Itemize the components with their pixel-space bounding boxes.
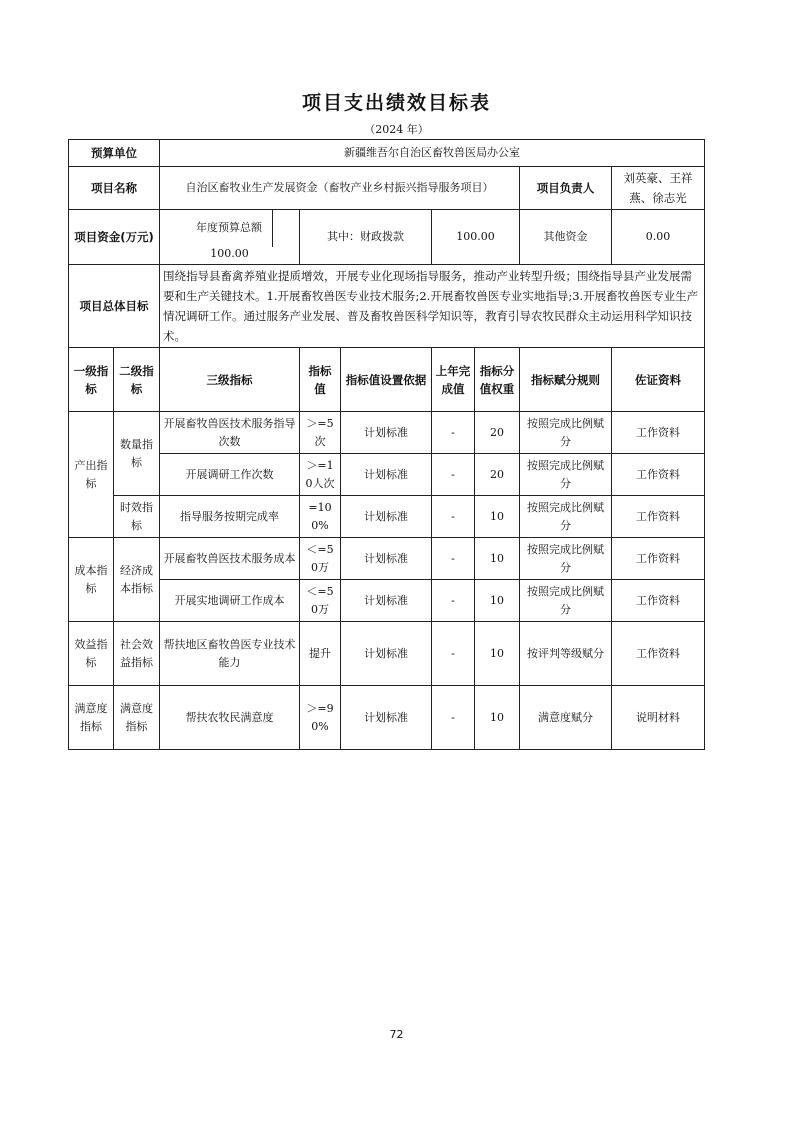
header-l3: 三级指标 (160, 348, 300, 412)
row-last: - (432, 580, 475, 622)
group-satisfaction-sub: 满意度指标 (114, 686, 160, 750)
funds-label: 项目资金(万元) (69, 210, 160, 265)
row-weight: 10 (475, 496, 520, 538)
goal-label: 项目总体目标 (69, 265, 160, 348)
row-evidence: 工作资料 (612, 622, 705, 686)
group-social-benefit: 社会效益指标 (114, 622, 160, 686)
header-weight: 指标分值权重 (475, 348, 520, 412)
header-rule: 指标赋分规则 (520, 348, 612, 412)
row-l3: 开展调研工作次数 (160, 454, 300, 496)
performance-table (68, 139, 705, 750)
row-basis: 计划标准 (341, 580, 432, 622)
annual-budget-label (160, 210, 300, 265)
row-l3: 指导服务按期完成率 (160, 496, 300, 538)
goal-text: 围绕指导县畜禽养殖业提质增效，开展专业化现场指导服务，推动产业转型升级；围绕指导县产业发展需要和生产关键技术。1.开展畜牧兽医专业技术服务;2.开展畜牧兽医专业实地指导;3.开展畜牧兽医专业生产情况调研工作。通过服务产业发展、普及畜牧兽医科学知识等，教育引导农牧民群众主动运用科学知识技术。 (160, 265, 705, 348)
project-leader-value: 刘英豪、王祥燕、徐志光 (612, 167, 705, 210)
row-evidence: 工作资料 (612, 580, 705, 622)
row-evidence: 工作资料 (612, 412, 705, 454)
row-basis: 计划标准 (341, 454, 432, 496)
row-weight: 10 (475, 580, 520, 622)
row-value: ＞=5次 (300, 412, 341, 454)
project-name-label: 项目名称 (69, 167, 160, 210)
table-row (69, 538, 705, 580)
table-row (69, 454, 705, 496)
row-value: ＜=50万 (300, 580, 341, 622)
group-timeliness: 时效指标 (114, 496, 160, 538)
group-benefit: 效益指标 (69, 622, 114, 686)
row-rule: 满意度赋分 (520, 686, 612, 750)
row-weight: 10 (475, 622, 520, 686)
row-last: - (432, 454, 475, 496)
finance-label: 其中：财政拨款 (300, 210, 432, 265)
project-leader-label: 项目负责人 (520, 167, 612, 210)
group-quantity: 数量指标 (114, 412, 160, 496)
row-evidence: 说明材料 (612, 686, 705, 750)
row-last: - (432, 496, 475, 538)
row-l3: 帮扶地区畜牧兽医专业技术能力 (160, 622, 300, 686)
row-last: - (432, 686, 475, 750)
page-number: 72 (389, 1028, 404, 1041)
group-satisfaction: 满意度指标 (69, 686, 114, 750)
row-value: ＞=10人次 (300, 454, 341, 496)
header-last: 上年完成值 (432, 348, 475, 412)
row-weight: 10 (475, 686, 520, 750)
row-weight: 10 (475, 538, 520, 580)
row-l3: 开展畜牧兽医技术服务指导次数 (160, 412, 300, 454)
other-funds-label: 其他资金 (520, 210, 612, 265)
project-name-value: 自治区畜牧业生产发展资金（畜牧产业乡村振兴指导服务项目） (160, 167, 520, 210)
unit-label: 预算单位 (69, 140, 160, 167)
table-row (69, 412, 705, 454)
row-value: =100% (300, 496, 341, 538)
row-value: ＜=50万 (300, 538, 341, 580)
row-basis: 计划标准 (341, 622, 432, 686)
row-last: - (432, 412, 475, 454)
row-rule: 按评判等级赋分 (520, 622, 612, 686)
table-row (69, 622, 705, 686)
row-rule: 按照完成比例赋分 (520, 538, 612, 580)
other-funds-value: 0.00 (612, 210, 705, 265)
finance-value: 100.00 (432, 210, 520, 265)
row-rule: 按照完成比例赋分 (520, 496, 612, 538)
group-output: 产出指标 (69, 412, 114, 538)
table-row (69, 496, 705, 538)
row-weight: 20 (475, 412, 520, 454)
row-evidence: 工作资料 (612, 496, 705, 538)
group-economic-cost: 经济成本指标 (114, 538, 160, 622)
header-l1: 一级指标 (69, 348, 114, 412)
row-basis: 计划标准 (341, 412, 432, 454)
table-row (69, 686, 705, 750)
year-label: （2024 年） (364, 123, 429, 136)
header-value: 指标值 (300, 348, 341, 412)
row-last: - (432, 538, 475, 580)
row-basis: 计划标准 (341, 538, 432, 580)
row-value: 提升 (300, 622, 341, 686)
row-rule: 按照完成比例赋分 (520, 580, 612, 622)
row-last: - (432, 622, 475, 686)
header-evidence: 佐证资料 (612, 348, 705, 412)
unit-value: 新疆维吾尔自治区畜牧兽医局办公室 (160, 140, 705, 167)
page-title: 项目支出绩效目标表 (301, 92, 491, 114)
row-basis: 计划标准 (341, 496, 432, 538)
header-l2: 二级指标 (114, 348, 160, 412)
row-rule: 按照完成比例赋分 (520, 454, 612, 496)
row-evidence: 工作资料 (612, 538, 705, 580)
row-rule: 按照完成比例赋分 (520, 412, 612, 454)
annual-budget-label-text: 年度预算总额 (187, 209, 273, 247)
annual-budget-value: 100.00 (210, 247, 249, 260)
row-l3: 开展实地调研工作成本 (160, 580, 300, 622)
group-cost: 成本指标 (69, 538, 114, 622)
row-l3: 开展畜牧兽医技术服务成本 (160, 538, 300, 580)
row-weight: 20 (475, 454, 520, 496)
table-row (69, 580, 705, 622)
row-value: ＞=90% (300, 686, 341, 750)
row-evidence: 工作资料 (612, 454, 705, 496)
row-l3: 帮扶农牧民满意度 (160, 686, 300, 750)
header-basis: 指标值设置依据 (341, 348, 432, 412)
row-basis: 计划标准 (341, 686, 432, 750)
